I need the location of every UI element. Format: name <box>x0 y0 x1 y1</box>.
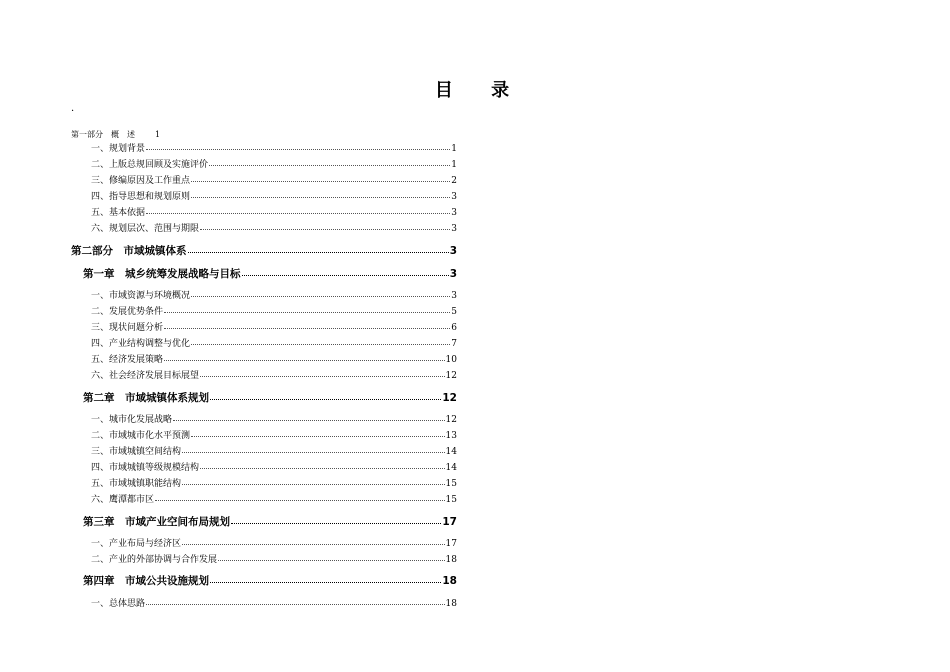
dot-leader <box>191 336 450 345</box>
toc-entry[interactable] <box>91 305 457 318</box>
toc-entry[interactable] <box>91 158 457 171</box>
dot-leader <box>188 243 449 253</box>
toc-chapter-2[interactable] <box>83 391 457 405</box>
toc-entry-page: 17 <box>445 539 457 549</box>
toc-chapter-label: 第二章 市域城镇体系规划 <box>83 392 209 404</box>
bullet-dot: · <box>71 106 75 117</box>
toc-entry[interactable] <box>91 597 457 610</box>
toc-part-2-page: 3 <box>449 245 457 257</box>
toc-part-2[interactable] <box>71 244 457 258</box>
toc-chapter-3[interactable] <box>83 515 457 529</box>
toc-entry-page: 6 <box>451 323 457 333</box>
dot-leader <box>191 288 450 297</box>
toc-entry-page: 10 <box>445 355 457 365</box>
toc-entry-label: 一、总体思路 <box>91 599 146 609</box>
toc-entry-label: 四、产业结构调整与优化 <box>91 339 191 349</box>
toc-entry[interactable] <box>91 493 457 506</box>
toc-chapter-page: 12 <box>442 392 457 404</box>
dot-leader <box>231 514 441 524</box>
toc-part-1-label: 第一部分 概 述 <box>71 130 135 139</box>
toc-entry-page: 13 <box>445 431 457 441</box>
toc-entry-label: 五、基本依据 <box>91 208 146 218</box>
toc-entry[interactable] <box>91 289 457 302</box>
toc-entry[interactable] <box>91 174 457 187</box>
toc-entry-page: 12 <box>445 415 457 425</box>
dot-leader <box>146 141 450 150</box>
dot-leader <box>146 205 450 214</box>
toc-part-1-page: 1 <box>155 130 161 139</box>
toc-entry[interactable] <box>91 477 457 490</box>
dot-leader <box>209 157 450 166</box>
toc-entry-label: 五、市域城镇职能结构 <box>91 479 182 489</box>
toc-chapter-page: 18 <box>442 575 457 587</box>
dot-leader <box>210 573 441 583</box>
toc-part-1[interactable] <box>71 129 160 140</box>
dot-leader <box>191 428 445 437</box>
toc-entry-page: 3 <box>451 291 457 301</box>
toc-chapter-page: 17 <box>442 516 457 528</box>
toc-entry[interactable] <box>91 445 457 458</box>
dot-leader <box>200 460 445 469</box>
toc-entry-label: 二、产业的外部协调与合作发展 <box>91 555 218 565</box>
toc-entry[interactable] <box>91 429 457 442</box>
toc-entry[interactable] <box>91 413 457 426</box>
toc-entry-page: 7 <box>451 339 457 349</box>
toc-entry-label: 一、产业布局与经济区 <box>91 539 182 549</box>
toc-entry-page: 3 <box>451 208 457 218</box>
toc-entry-label: 三、修编原因及工作重点 <box>91 176 191 186</box>
dot-leader <box>146 596 445 605</box>
toc-chapter-1[interactable] <box>83 267 457 281</box>
toc-entry[interactable] <box>91 369 457 382</box>
toc-chapter-label: 第四章 市域公共设施规划 <box>83 575 209 587</box>
toc-entry[interactable] <box>91 461 457 474</box>
toc-entry-page: 1 <box>451 160 457 170</box>
dot-leader <box>164 352 445 361</box>
toc-chapter-page: 3 <box>449 268 457 280</box>
toc-entry-label: 一、城市化发展战略 <box>91 415 173 425</box>
toc-entry-label: 三、现状问题分析 <box>91 323 164 333</box>
toc-entry-page: 2 <box>451 176 457 186</box>
toc-chapter-label: 第三章 市域产业空间布局规划 <box>83 516 230 528</box>
toc-chapter-label: 第一章 城乡统筹发展战略与目标 <box>83 268 241 280</box>
dot-leader <box>164 320 450 329</box>
toc-entry-label: 二、发展优势条件 <box>91 307 164 317</box>
toc-entry-label: 一、市域资源与环境概况 <box>91 291 191 301</box>
dot-leader <box>191 173 450 182</box>
toc-entry[interactable] <box>91 321 457 334</box>
toc-chapter-4[interactable] <box>83 574 457 588</box>
toc-entry[interactable] <box>91 537 457 550</box>
dot-leader <box>155 492 445 501</box>
toc-entry[interactable] <box>91 353 457 366</box>
dot-leader <box>173 412 445 421</box>
toc-entry-label: 五、经济发展策略 <box>91 355 164 365</box>
toc-entry[interactable] <box>91 553 457 566</box>
dot-leader <box>191 189 450 198</box>
toc-entry-page: 12 <box>445 371 457 381</box>
dot-leader <box>210 390 441 400</box>
dot-leader <box>164 304 450 313</box>
dot-leader <box>182 536 445 545</box>
toc-entry-label: 三、市域城镇空间结构 <box>91 447 182 457</box>
toc-entry-label: 六、规划层次、范围与期限 <box>91 224 200 234</box>
dot-leader <box>200 368 445 377</box>
toc-entry-page: 3 <box>451 192 457 202</box>
toc-entry-label: 六、鹰潭都市区 <box>91 495 155 505</box>
toc-entry-page: 14 <box>445 447 457 457</box>
toc-entry-label: 四、指导思想和规划原则 <box>91 192 191 202</box>
toc-entry[interactable] <box>91 142 457 155</box>
toc-entry-page: 15 <box>445 495 457 505</box>
page-title: 目 录 <box>434 80 526 101</box>
toc-entry-page: 5 <box>451 307 457 317</box>
toc-part-2-label: 第二部分 市域城镇体系 <box>71 245 187 257</box>
dot-leader <box>182 444 445 453</box>
toc-entry[interactable] <box>91 222 457 235</box>
toc-entry-page: 18 <box>445 599 457 609</box>
toc-entry[interactable] <box>91 337 457 350</box>
toc-entry-label: 二、上版总规回顾及实施评价 <box>91 160 209 170</box>
toc-entry-page: 15 <box>445 479 457 489</box>
toc-entry[interactable] <box>91 190 457 203</box>
toc-entry-label: 六、社会经济发展目标展望 <box>91 371 200 381</box>
toc-entry-page: 14 <box>445 463 457 473</box>
toc-entry-label: 一、规划背景 <box>91 144 146 154</box>
toc-entry-label: 二、市域城市化水平预测 <box>91 431 191 441</box>
toc-entry[interactable] <box>91 206 457 219</box>
toc-entry-label: 四、市域城镇等级规模结构 <box>91 463 200 473</box>
dot-leader <box>182 476 445 485</box>
toc-entry-page: 3 <box>451 224 457 234</box>
dot-leader <box>218 552 445 561</box>
dot-leader <box>242 266 449 276</box>
toc-entry-page: 1 <box>451 144 457 154</box>
toc-entry-page: 18 <box>445 555 457 565</box>
dot-leader <box>200 221 450 230</box>
